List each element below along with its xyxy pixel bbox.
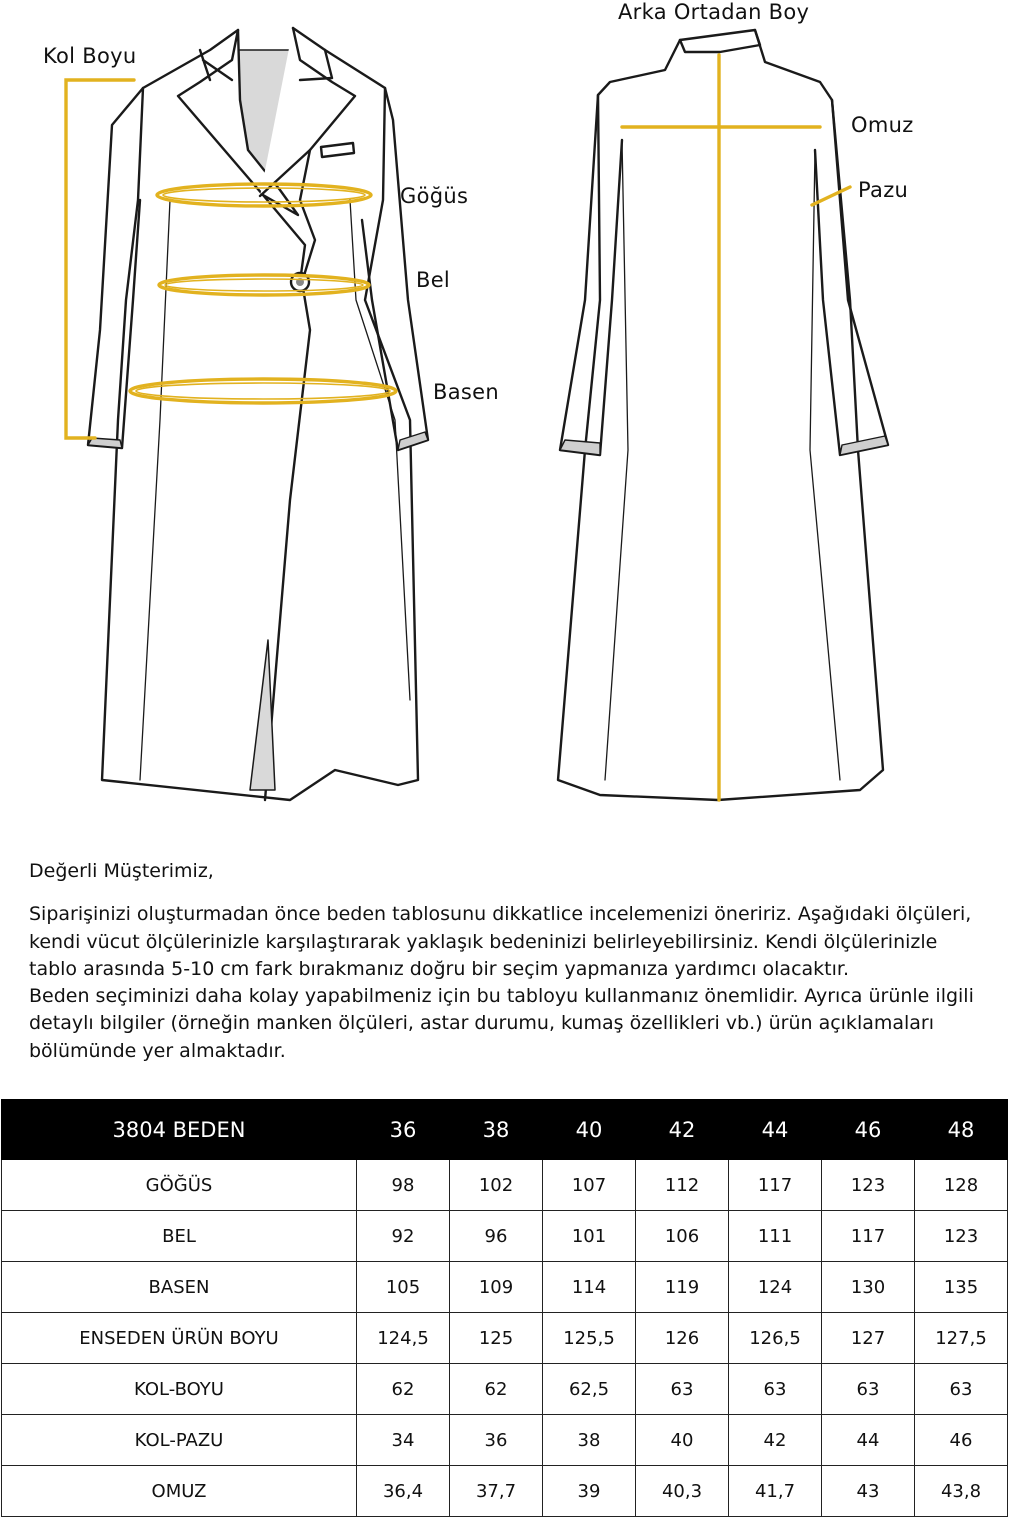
table-cell: 40 bbox=[636, 1415, 729, 1466]
table-cell: 117 bbox=[822, 1211, 915, 1262]
table-cell: 119 bbox=[636, 1262, 729, 1313]
table-cell: 109 bbox=[450, 1262, 543, 1313]
table-row bbox=[2, 1466, 1008, 1517]
table-row bbox=[2, 1415, 1008, 1466]
table-cell: 117 bbox=[729, 1160, 822, 1211]
table-cell: 43,8 bbox=[915, 1466, 1008, 1517]
table-row bbox=[2, 1211, 1008, 1262]
table-cell: 96 bbox=[450, 1211, 543, 1262]
table-cell: 98 bbox=[357, 1160, 450, 1211]
table-cell: 101 bbox=[543, 1211, 636, 1262]
size-chart-table bbox=[1, 1099, 1008, 1517]
label-bel: Bel bbox=[416, 268, 451, 292]
table-cell: 46 bbox=[915, 1415, 1008, 1466]
table-cell: 63 bbox=[822, 1364, 915, 1415]
table-cell: 130 bbox=[822, 1262, 915, 1313]
table-cell: 135 bbox=[915, 1262, 1008, 1313]
notice-paragraph-1: Siparişinizi oluşturmadan önce beden tablosunu dikkatlice incelemenizi öneririz. Aşağıdaki ölçüleri, kendi vücut ölçülerinizle karşılaştırarak yaklaşık bedeninizi belirleyebilirsiniz. Kendi ölçülerinizle tablo arasında 5-10 cm fark bırakmanız doğru bir seçim yapmanıza yardımcı olacaktır. bbox=[29, 903, 972, 980]
table-cell: 37,7 bbox=[450, 1466, 543, 1517]
table-cell: 102 bbox=[450, 1160, 543, 1211]
table-cell: 125 bbox=[450, 1313, 543, 1364]
table-cell: 114 bbox=[543, 1262, 636, 1313]
back-coat-outline bbox=[558, 30, 888, 800]
table-cell: 62 bbox=[450, 1364, 543, 1415]
table-cell: 126 bbox=[636, 1313, 729, 1364]
table-row bbox=[2, 1160, 1008, 1211]
table-cell: 63 bbox=[729, 1364, 822, 1415]
table-cell: 38 bbox=[543, 1415, 636, 1466]
size-header-cell: 44 bbox=[729, 1100, 822, 1160]
table-cell: 106 bbox=[636, 1211, 729, 1262]
row-label: KOL-BOYU bbox=[2, 1364, 357, 1415]
table-cell: 126,5 bbox=[729, 1313, 822, 1364]
waist-guide bbox=[159, 275, 369, 295]
size-header-row bbox=[2, 1100, 1008, 1160]
front-coat-outline bbox=[88, 28, 428, 800]
table-cell: 41,7 bbox=[729, 1466, 822, 1517]
table-cell: 127 bbox=[822, 1313, 915, 1364]
row-label: BASEN bbox=[2, 1262, 357, 1313]
row-label: BEL bbox=[2, 1211, 357, 1262]
table-cell: 63 bbox=[636, 1364, 729, 1415]
customer-notice bbox=[29, 858, 984, 1065]
table-cell: 62,5 bbox=[543, 1364, 636, 1415]
label-gogus: Göğüs bbox=[400, 184, 469, 208]
table-cell: 62 bbox=[357, 1364, 450, 1415]
table-cell: 44 bbox=[822, 1415, 915, 1466]
table-cell: 112 bbox=[636, 1160, 729, 1211]
label-arka-ortadan-boy: Arka Ortadan Boy bbox=[618, 0, 810, 24]
table-cell: 124 bbox=[729, 1262, 822, 1313]
table-cell: 92 bbox=[357, 1211, 450, 1262]
table-cell: 111 bbox=[729, 1211, 822, 1262]
sleeve-length-guide bbox=[66, 80, 134, 438]
table-cell: 123 bbox=[822, 1160, 915, 1211]
row-label: GÖĞÜS bbox=[2, 1160, 357, 1211]
size-header-cell: 46 bbox=[822, 1100, 915, 1160]
table-cell: 40,3 bbox=[636, 1466, 729, 1517]
row-label: KOL-PAZU bbox=[2, 1415, 357, 1466]
table-cell: 42 bbox=[729, 1415, 822, 1466]
notice-greeting: Değerli Müşterimiz, bbox=[29, 860, 214, 882]
size-header-cell: 38 bbox=[450, 1100, 543, 1160]
table-row bbox=[2, 1364, 1008, 1415]
size-header-cell: 42 bbox=[636, 1100, 729, 1160]
table-row bbox=[2, 1262, 1008, 1313]
table-cell: 124,5 bbox=[357, 1313, 450, 1364]
table-cell: 107 bbox=[543, 1160, 636, 1211]
table-cell: 63 bbox=[915, 1364, 1008, 1415]
table-cell: 43 bbox=[822, 1466, 915, 1517]
table-cell: 128 bbox=[915, 1160, 1008, 1211]
notice-paragraph-2: Beden seçiminizi daha kolay yapabilmeniz için bu tabloyu kullanmanız önemlidir. Ayrıca ürünle ilgili detaylı bilgiler (örneğin manken ölçüleri, astar durumu, kumaş özellikleri vb.) ürün açıklamaları bölümünde yer almaktadır. bbox=[29, 985, 974, 1062]
row-label: ENSEDEN ÜRÜN BOYU bbox=[2, 1313, 357, 1364]
row-label: OMUZ bbox=[2, 1466, 357, 1517]
table-cell: 105 bbox=[357, 1262, 450, 1313]
table-cell: 127,5 bbox=[915, 1313, 1008, 1364]
table-cell: 123 bbox=[915, 1211, 1008, 1262]
size-header-label: 3804 BEDEN bbox=[2, 1100, 357, 1160]
table-cell: 34 bbox=[357, 1415, 450, 1466]
table-cell: 36,4 bbox=[357, 1466, 450, 1517]
label-kol-boyu: Kol Boyu bbox=[43, 44, 137, 68]
table-cell: 39 bbox=[543, 1466, 636, 1517]
table-row bbox=[2, 1313, 1008, 1364]
size-header-cell: 40 bbox=[543, 1100, 636, 1160]
table-cell: 36 bbox=[450, 1415, 543, 1466]
table-cell: 125,5 bbox=[543, 1313, 636, 1364]
label-pazu: Pazu bbox=[858, 178, 909, 202]
label-omuz: Omuz bbox=[851, 113, 914, 137]
size-header-cell: 36 bbox=[357, 1100, 450, 1160]
size-header-cell: 48 bbox=[915, 1100, 1008, 1160]
label-basen: Basen bbox=[433, 380, 499, 404]
